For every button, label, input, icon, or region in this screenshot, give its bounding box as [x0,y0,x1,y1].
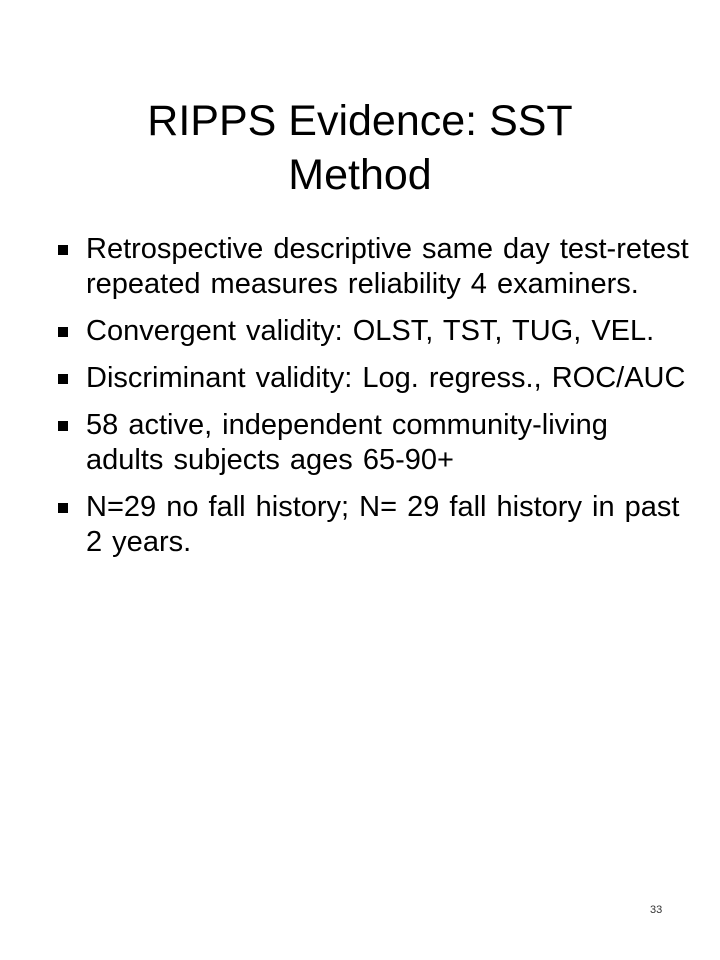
slide-title-line-1: RIPPS Evidence: SST [147,97,573,145]
square-bullet-icon [58,245,68,255]
slide-title [70,94,650,202]
bullet-text-discriminant-validity: Discriminant validity: Log. regress., ROC/AUC [86,362,686,394]
bullet-text-design: Retrospective descriptive same day test-retest repeated measures reliability 4 examiners. [86,233,689,300]
bullet-item-subjects [52,408,692,478]
bullet-item-discriminant-validity [52,361,692,396]
bullet-text-fall-history: N=29 no fall history; N= 29 fall history in past 2 years. [86,491,680,558]
square-bullet-icon [58,374,68,384]
bullet-item-design [52,232,692,302]
square-bullet-icon [58,327,68,337]
bullet-text-convergent-validity: Convergent validity: OLST, TST, TUG, VEL. [86,315,655,347]
bullet-text-subjects: 58 active, independent community-living adults subjects ages 65-90+ [86,409,608,476]
square-bullet-icon [58,503,68,513]
square-bullet-icon [58,421,68,431]
bullet-item-convergent-validity [52,314,692,349]
slide-number: 33 [650,904,663,916]
slide-title-line-2: Method [288,151,432,199]
bullet-list [52,232,692,572]
bullet-item-fall-history [52,490,692,560]
